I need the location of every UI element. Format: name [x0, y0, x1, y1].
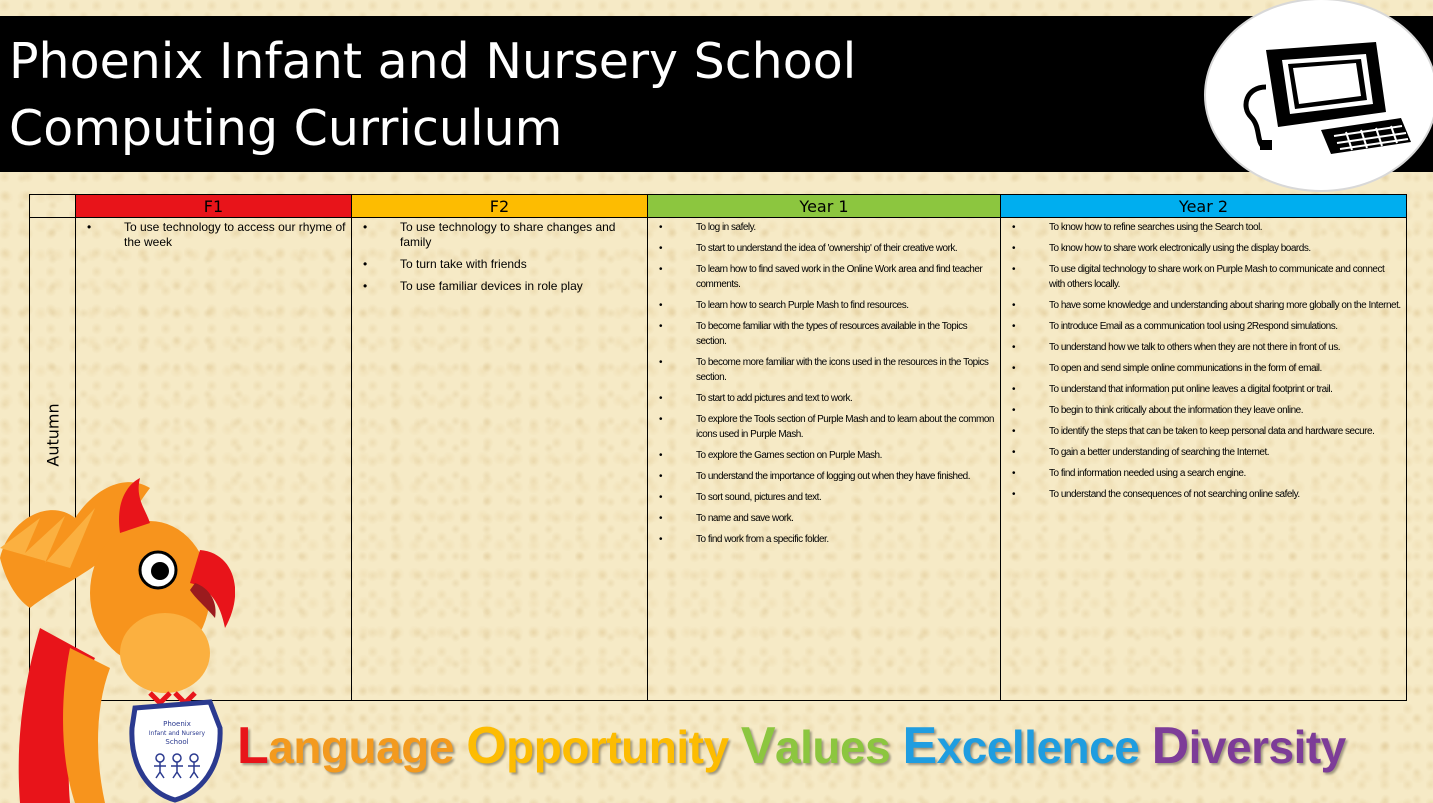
- list-item: • To learn how to search Purple Mash to find resources.: [652, 298, 996, 313]
- page-title: Phoenix Infant and Nursery School: [9, 33, 857, 90]
- motto-initial: O: [466, 717, 507, 775]
- motto-rest: anguage: [268, 721, 454, 773]
- list-item: • To have some knowledge and understanding about sharing more globally on the Internet.: [1005, 298, 1402, 313]
- phoenix-mascot: [0, 478, 235, 803]
- list-item: • To understand the importance of logging out when they have finished.: [652, 469, 996, 484]
- list-item: • To know how to refine searches using the Search tool.: [1005, 220, 1402, 235]
- list-item: • To start to understand the idea of 'ownership' of their creative work.: [652, 241, 996, 256]
- term-label: Autumn: [43, 403, 62, 467]
- motto-word: [741, 716, 890, 776]
- list-item: • To use technology to access our rhyme of the week: [80, 220, 347, 250]
- motto-rest: alues: [775, 721, 891, 773]
- column-header-year1: Year 1: [648, 195, 1001, 218]
- list-item: • To start to add pictures and text to work.: [652, 391, 996, 406]
- list-item: • To use digital technology to share work on Purple Mash to communicate and connect with others locally.: [1005, 262, 1402, 292]
- f2-objectives: [356, 220, 643, 294]
- motto-word: [1152, 716, 1346, 776]
- badge-line1: Phoenix: [163, 720, 191, 728]
- motto-initial: V: [740, 717, 776, 775]
- list-item: • To know how to share work electronically using the display boards.: [1005, 241, 1402, 256]
- list-item: • To understand how we talk to others when they are not there in front of us.: [1005, 340, 1402, 355]
- motto-word: [237, 716, 454, 776]
- list-item: • To understand the consequences of not searching online safely.: [1005, 487, 1402, 502]
- computer-badge: [1204, 0, 1433, 192]
- list-item: • To log in safely.: [652, 220, 996, 235]
- list-item: • To begin to think critically about the information they leave online.: [1005, 403, 1402, 418]
- year2-cell: [1001, 218, 1407, 701]
- list-item: • To learn how to find saved work in the Online Work area and find teacher comments.: [652, 262, 996, 292]
- motto-rest: xcellence: [936, 721, 1140, 773]
- list-item: • To introduce Email as a communication tool using 2Respond simulations.: [1005, 319, 1402, 334]
- column-header-year2: Year 2: [1001, 195, 1407, 218]
- list-item: • To open and send simple online communications in the form of email.: [1005, 361, 1402, 376]
- column-header-f1: F1: [76, 195, 352, 218]
- list-item: • To gain a better understanding of searching the Internet.: [1005, 445, 1402, 460]
- corner-cell: [30, 195, 76, 218]
- list-item: • To use technology to share changes and family: [356, 220, 643, 250]
- badge-line2: Infant and Nursery: [148, 730, 206, 737]
- list-item: • To find information needed using a search engine.: [1005, 466, 1402, 481]
- table-row: [30, 218, 1407, 701]
- list-item: • To use familiar devices in role play: [356, 279, 643, 294]
- year1-objectives: [652, 220, 996, 547]
- list-item: • To become more familiar with the icons used in the resources in the Topics section.: [652, 355, 996, 385]
- f1-objectives: [80, 220, 347, 250]
- page-subtitle: Computing Curriculum: [9, 100, 563, 157]
- list-item: • To name and save work.: [652, 511, 996, 526]
- motto-word: [466, 716, 728, 776]
- motto-initial: E: [902, 717, 937, 775]
- list-item: • To understand that information put online leaves a digital footprint or trail.: [1005, 382, 1402, 397]
- motto-word: [902, 716, 1139, 776]
- year2-objectives: [1005, 220, 1402, 502]
- list-item: • To sort sound, pictures and text.: [652, 490, 996, 505]
- list-item: • To explore the Tools section of Purple Mash and to learn about the common icons used in Purple Mash.: [652, 412, 996, 442]
- header-row: [30, 195, 1407, 218]
- badge-line3: School: [165, 738, 189, 746]
- school-motto: [237, 716, 1346, 786]
- column-header-f2: F2: [352, 195, 648, 218]
- curriculum-table: [29, 194, 1407, 701]
- f2-cell: [352, 218, 648, 701]
- list-item: • To turn take with friends: [356, 257, 643, 272]
- motto-rest: pportunity: [506, 721, 729, 773]
- motto-rest: iversity: [1188, 721, 1346, 773]
- list-item: • To explore the Games section on Purple Mash.: [652, 448, 996, 463]
- year1-cell: [648, 218, 1001, 701]
- list-item: • To become familiar with the types of resources available in the Topics section.: [652, 319, 996, 349]
- motto-initial: L: [237, 717, 269, 775]
- motto-initial: D: [1151, 717, 1189, 775]
- list-item: • To identify the steps that can be taken to keep personal data and hardware secure.: [1005, 424, 1402, 439]
- computer-icon: [1226, 32, 1416, 157]
- list-item: • To find work from a specific folder.: [652, 532, 996, 547]
